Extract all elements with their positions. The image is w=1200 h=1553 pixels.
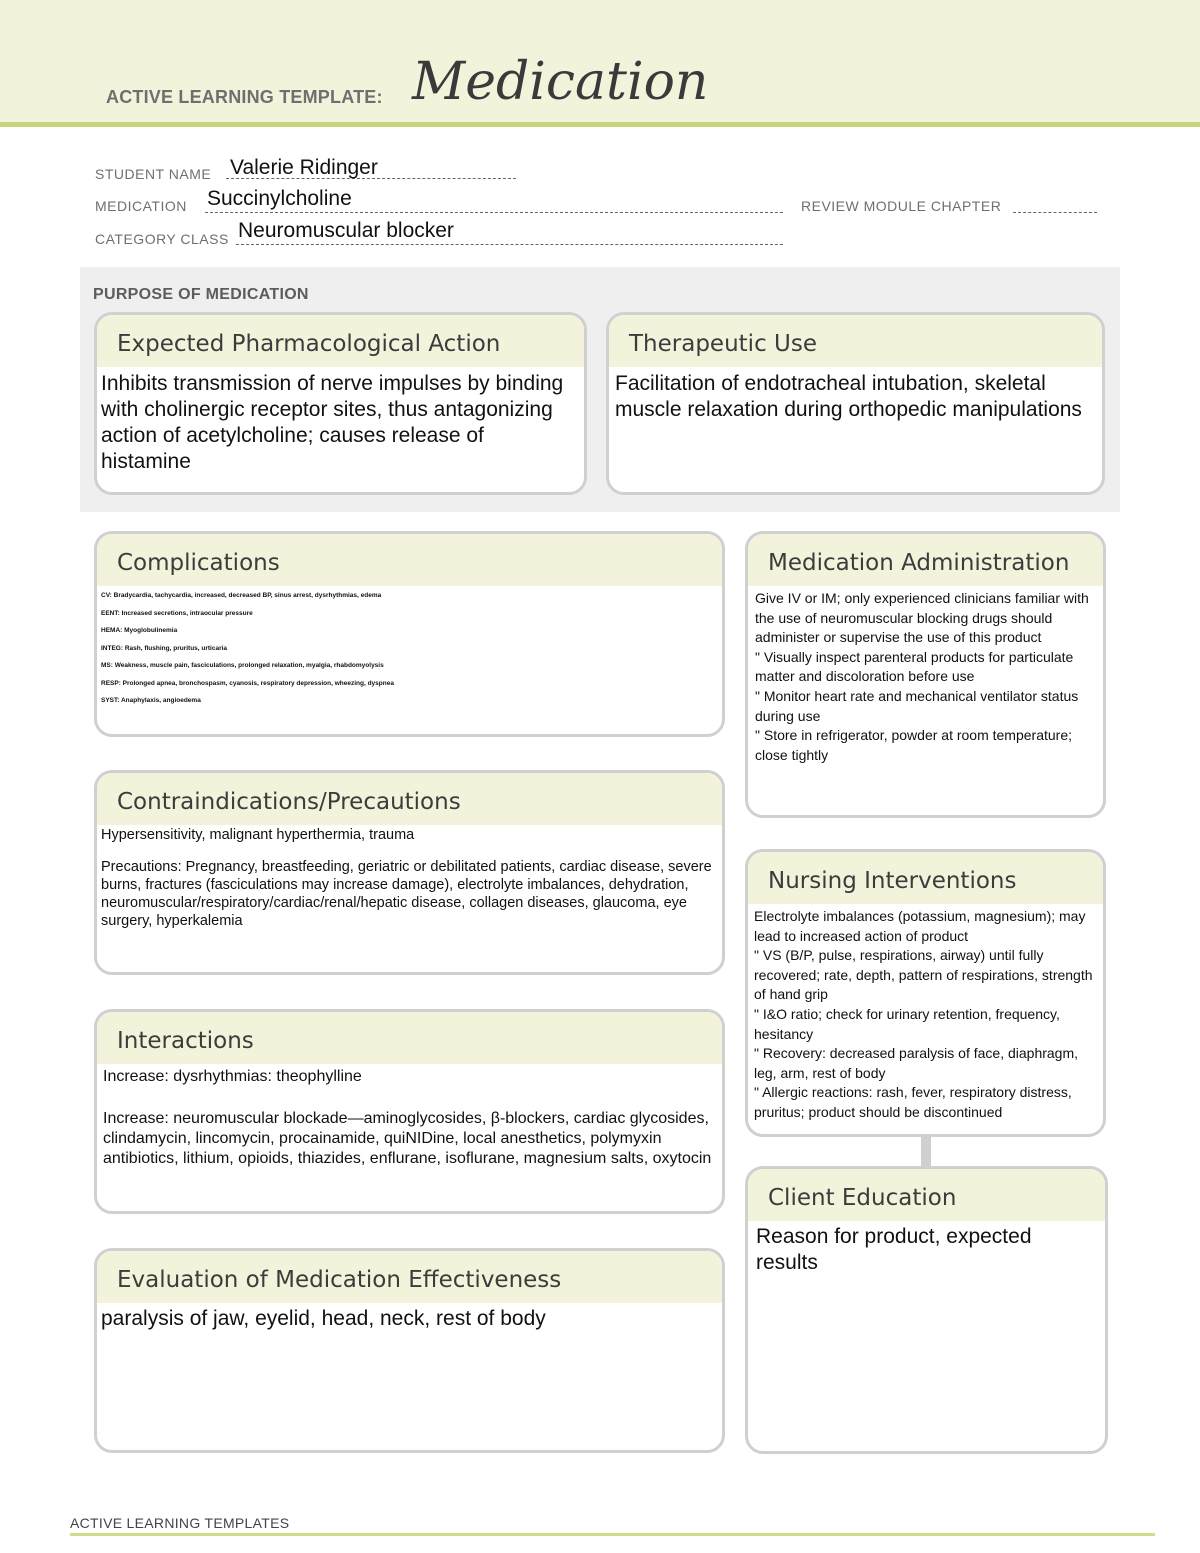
contraindications-body[interactable] <box>97 825 722 930</box>
evaluation-text[interactable]: paralysis of jaw, eyelid, head, neck, rest of body <box>101 1307 546 1330</box>
interactions-text-1: Increase: dysrhythmias: theophylline <box>103 1068 362 1085</box>
contraindications-box <box>94 770 725 975</box>
complication-line: SYST: Anaphylaxis, angioedema <box>101 697 201 704</box>
complications-list[interactable] <box>97 586 722 710</box>
review-module-label: REVIEW MODULE CHAPTER <box>801 198 1002 214</box>
client-education-text[interactable]: Reason for product, expected results <box>756 1225 1032 1274</box>
category-class-field[interactable]: Neuromuscular blocker <box>238 219 454 242</box>
client-education-box <box>745 1166 1108 1454</box>
footer-text: ACTIVE LEARNING TEMPLATES <box>70 1515 290 1531</box>
precautions-text: Precautions: Pregnancy, breastfeeding, geriatric or debilitated patients, cardiac disease, severe burns, fractures (fasciculations may increase damage), electrolyte imbalances, dehydration, neuromuscular/respiratory/cardiac/renal/hepatic disease, collagen diseases, glaucoma, eye surgery, hyperkalemia <box>101 859 712 929</box>
nursing-interventions-title: Nursing Interventions <box>748 852 1103 904</box>
complication-line: EENT: Increased secretions, intraocular pressure <box>101 609 253 617</box>
category-class-label: CATEGORY CLASS <box>95 231 229 247</box>
complication-line: MS: Weakness, muscle pain, fasciculations, prolonged relaxation, myalgia, rhabdomyolysis <box>101 662 384 669</box>
purpose-title: PURPOSE OF MEDICATION <box>93 286 309 303</box>
complications-box <box>94 531 725 737</box>
spacer <box>101 844 716 858</box>
interactions-box <box>94 1009 725 1214</box>
medication-label: MEDICATION <box>95 198 187 214</box>
template-label: ACTIVE LEARNING TEMPLATE: <box>106 87 383 107</box>
therapeutic-use-text[interactable]: Facilitation of endotracheal intubation, skeletal muscle relaxation during orthopedic manipulations <box>615 372 1082 421</box>
contraindications-text: Hypersensitivity, malignant hyperthermia, trauma <box>101 827 415 843</box>
expected-action-title: Expected Pharmacological Action <box>97 315 584 367</box>
complication-line: HEMA: Myoglobulinemia <box>101 627 178 634</box>
contraindications-title: Contraindications/Precautions <box>97 773 722 825</box>
complication-line: INTEG: Rash, flushing, pruritus, urticaria <box>101 644 228 652</box>
review-module-field[interactable] <box>1013 212 1097 213</box>
student-name-label: STUDENT NAME <box>95 166 212 182</box>
complications-title: Complications <box>97 534 722 586</box>
nursing-interventions-box <box>745 849 1106 1137</box>
interactions-text-2: Increase: neuromuscular blockade—aminoglycosides, β-blockers, cardiac glycosides, clindamycin, lincomycin, procainamide, quiNIDine, local anesthetics, polymyxin antibiotics, lithium, opioids, thiazides, enflurane, isoflurane, magnesium salts, oxytocin <box>103 1110 712 1167</box>
interactions-title: Interactions <box>97 1012 722 1064</box>
template-title: Medication <box>412 52 709 112</box>
medication-line <box>205 212 783 213</box>
medication-administration-title: Medication Administration <box>748 534 1103 586</box>
student-name-field[interactable]: Valerie Ridinger <box>230 156 378 179</box>
client-education-title: Client Education <box>748 1169 1105 1221</box>
therapeutic-use-box <box>606 312 1105 495</box>
category-class-line <box>236 244 783 245</box>
nursing-interventions-text[interactable]: Electrolyte imbalances (potassium, magnesium); may lead to increased action of product " VS (B/P, pulse, respirations, airway) until fully recovered; rate, depth, pattern of respirations, strength of hand grip " I&O ratio; check for urinary retention, frequency, hesitancy " Recovery: decreased paralysis of face, diaphragm, leg, arm, rest of body " Allergic reactions: rash, fever, respiratory distress, pruritus; product should be discontinued <box>754 908 1093 1120</box>
footer-rule <box>70 1533 1155 1536</box>
box-connector <box>921 1135 931 1168</box>
complication-line: CV: Bradycardia, tachycardia, increased, decreased BP, sinus arrest, dysrhythmias, edema <box>101 592 382 599</box>
medication-administration-text[interactable]: Give IV or IM; only experienced clinicians familiar with the use of neuromuscular blocking drugs should administer or supervise the use of this product " Visually inspect parenteral products for particulate matter and discoloration before use " Monitor heart rate and mechanical ventilator status during use " Store in refrigerator, powder at room temperature; close tightly <box>755 590 1089 763</box>
expected-action-text[interactable]: Inhibits transmission of nerve impulses by binding with cholinergic receptor sites, thus antagonizing action of acetylcholine; causes release of histamine <box>101 372 564 473</box>
evaluation-box <box>94 1248 725 1453</box>
expected-action-box <box>94 312 587 495</box>
complication-line: RESP: Prolonged apnea, bronchospasm, cyanosis, respiratory depression, wheezing, dyspnea <box>101 679 394 687</box>
medication-field[interactable]: Succinylcholine <box>207 187 352 210</box>
evaluation-title: Evaluation of Medication Effectiveness <box>97 1251 722 1303</box>
spacer <box>103 1087 716 1109</box>
medication-administration-box <box>745 531 1106 818</box>
header-rule <box>0 122 1200 127</box>
therapeutic-use-title: Therapeutic Use <box>609 315 1102 367</box>
interactions-body[interactable] <box>97 1064 722 1169</box>
